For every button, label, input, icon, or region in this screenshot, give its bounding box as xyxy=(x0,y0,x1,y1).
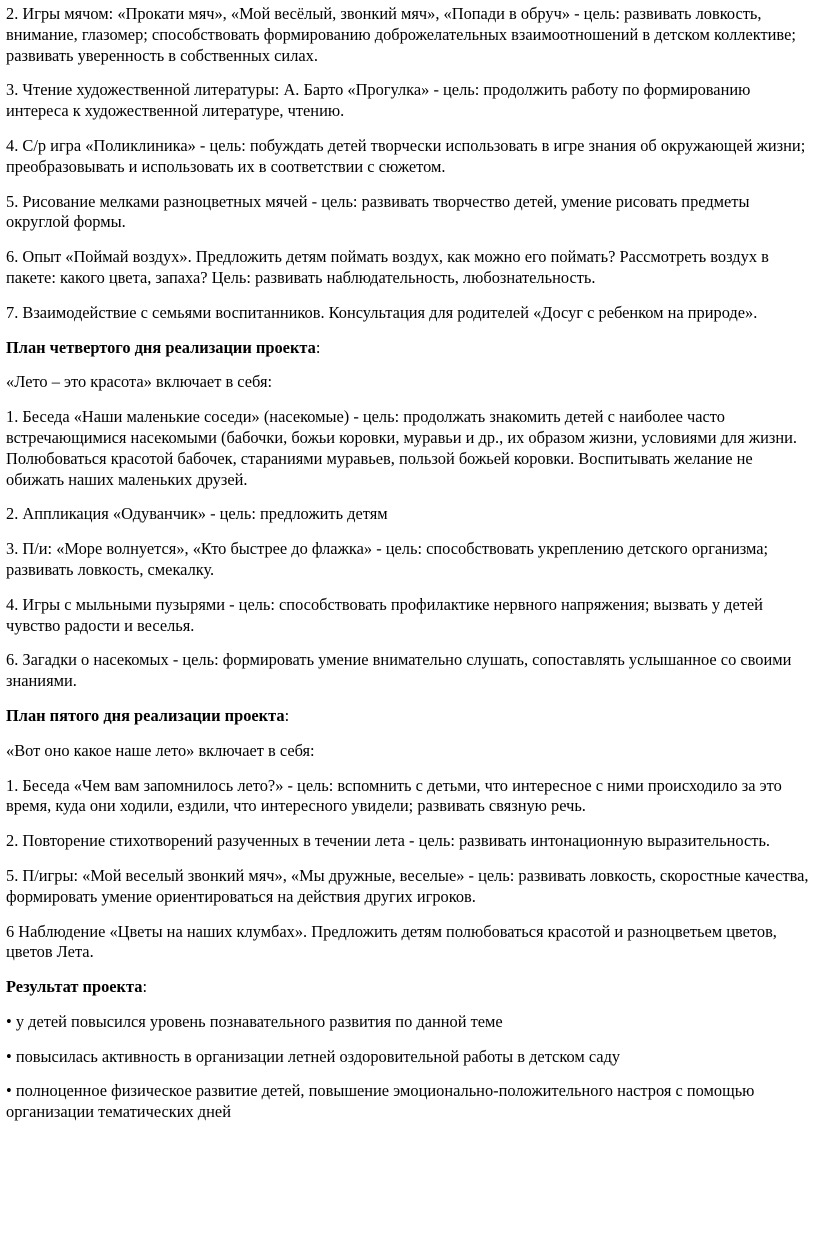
heading-text: План четвертого дня реализации проекта xyxy=(6,337,316,357)
bullet-item: • у детей повысился уровень познавательного развития по данной теме xyxy=(6,1011,503,1031)
paragraph: 1. Беседа «Чем вам запомнилось лето?» - цель: вспомнить с детьми, что интересное с ними происходило за это время, куда они ходили, ездили, что интересного увидели; развивать связную речь. xyxy=(6,775,782,816)
paragraph: 2. Аппликация «Одуванчик» - цель: предложить детям xyxy=(6,504,388,524)
paragraph: 4. Игры с мыльными пузырями - цель: способствовать профилактике нервного напряжения; вызвать у детей чувство радости и веселья. xyxy=(6,594,763,635)
paragraph: 6. Опыт «Поймай воздух». Предложить детям поймать воздух, как можно его поймать? Рассмотреть воздух в пакете: какого цвета, запаха? Цель: развивать наблюдательность, любознательность. xyxy=(6,247,769,287)
paragraph: 2. Игры мячом: «Прокати мяч», «Мой весёлый, звонкий мяч», «Попади в обруч» - цель: развивать ловкость, внимание, глазомер; способствовать формированию доброжелательных взаимоотношений в детском коллективе; развивать уверенность в собственных силах. xyxy=(6,4,796,65)
paragraph: 6. Загадки о насекомых - цель: формировать умение внимательно слушать, сопоставлять услышанное со своими знаниями. xyxy=(6,650,792,691)
paragraph: «Вот оно какое наше лето» включает в себя: xyxy=(6,740,315,760)
section-heading-day5 xyxy=(6,706,810,727)
paragraph: 1. Беседа «Наши маленькие соседи» (насекомые) - цель: продолжать знакомить детей с наиболее часто встречающимися насекомыми (бабочки, божьи коровки, муравьи и др., их образом жизни, условиями для жизни. Полюбоваться красотой бабочек, стараниями муравьев, пользой божьей коровки. Воспитывать желание не обижать наших маленьких друзей. xyxy=(6,407,797,489)
paragraph: 6 Наблюдение «Цветы на наших клумбах». Предложить детям полюбоваться красотой и разноцветьем цветов, цветов Лета. xyxy=(6,921,777,962)
paragraph: «Лето – это красота» включает в себя: xyxy=(6,372,273,392)
bullet-item: • полноценное физическое развитие детей, повышение эмоционально-положительного настроя с помощью организации тематических дней xyxy=(6,1081,755,1122)
paragraph: 2. Повторение стихотворений разученных в течении лета - цель: развивать интонационную выразительность. xyxy=(6,831,771,851)
heading-colon: : xyxy=(142,977,147,997)
document-body xyxy=(6,4,810,1137)
paragraph: 5. Рисование мелками разноцветных мячей - цель: развивать творчество детей, умение рисовать предметы округлой формы. xyxy=(6,191,750,232)
heading-colon: : xyxy=(284,705,290,725)
paragraph: 7. Взаимодействие с семьями воспитанников. Консультация для родителей «Досуг с ребенком на природе». xyxy=(6,302,758,322)
section-heading-result xyxy=(6,977,810,998)
paragraph: 5. П/игры: «Мой веселый звонкий мяч», «Мы дружные, веселые» - цель: развивать ловкость, скоростные качества, формировать умение ориентироваться на действия других игроков. xyxy=(6,865,809,906)
bullet-item: • повысилась активность в организации летней оздоровительной работы в детском саду xyxy=(6,1046,621,1066)
section-heading-day4 xyxy=(6,338,810,359)
heading-colon: : xyxy=(315,337,321,357)
heading-text: План пятого дня реализации проекта xyxy=(6,705,285,725)
paragraph: 3. П/и: «Море волнуется», «Кто быстрее до флажка» - цель: способствовать укреплению детского организма; развивать ловкость, смекалку. xyxy=(6,539,769,579)
heading-text: Результат проекта xyxy=(6,977,143,997)
paragraph: 3. Чтение художественной литературы: А. Барто «Прогулка» - цель: продолжить работу по формированию интереса к художественной литературе, чтению. xyxy=(6,80,751,121)
paragraph: 4. С/р игра «Поликлиника» - цель: побуждать детей творчески использовать в игре знания об окружающей жизни; преобразовывать и использовать их в соответствии с сюжетом. xyxy=(6,135,806,176)
